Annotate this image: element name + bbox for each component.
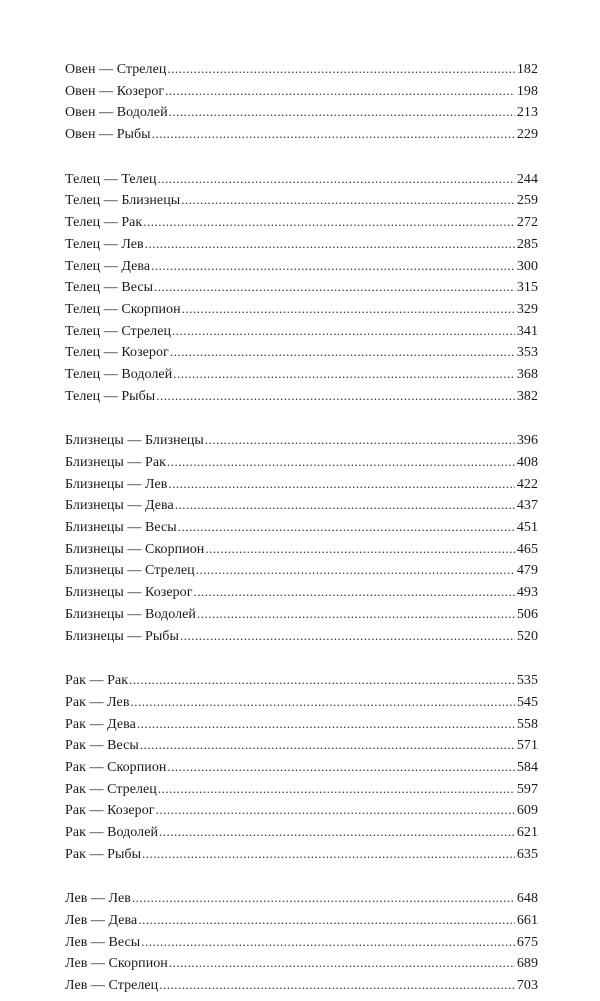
toc-group [65,429,538,646]
dot-leader [175,494,515,516]
dot-leader [132,887,515,909]
toc-entry-title: Близнецы — Козерог [65,585,193,601]
toc-entry-title: Телец — Стрелец [65,323,172,339]
toc-page-number: 635 [516,846,538,862]
toc-page-number: 675 [516,934,538,950]
toc-group [65,669,538,864]
toc-entry[interactable] [65,255,538,277]
dot-leader [173,363,515,385]
toc-entry-title: Рак — Весы [65,738,139,754]
toc-page-number: 609 [516,803,538,819]
toc-page-number: 244 [516,171,538,187]
toc-entry-title: Рак — Водолей [65,825,159,840]
toc-page-number: 545 [516,694,538,710]
toc-page-number: 422 [516,476,538,492]
toc-page-number: 198 [516,83,538,99]
toc-page-number: 300 [516,258,538,274]
toc-entry[interactable] [65,363,538,385]
dot-leader [143,211,515,233]
toc-group [65,168,538,407]
toc-entry-title: Рак — Стрелец [65,781,157,797]
toc-page-number: 520 [516,628,538,644]
toc-page-number: 229 [516,127,538,143]
toc-page-number: 571 [516,738,538,754]
toc-entry[interactable] [65,233,538,255]
toc-page-number: 272 [516,215,538,231]
toc-page-number: 689 [516,956,538,972]
toc-page-number: 315 [516,280,538,296]
toc-entry-title: Телец — Телец [65,171,157,187]
dot-leader [154,276,515,298]
toc-entry-title: Лев — Скорпион [65,956,168,972]
toc-page-number: 259 [516,193,538,209]
dot-leader [159,821,515,843]
dot-leader [158,168,515,190]
toc-entry-title: Рак — Скорпион [65,759,167,775]
dot-leader [194,581,515,603]
toc-group [65,887,538,995]
dot-leader [156,385,515,407]
toc-entry[interactable] [65,778,538,800]
toc-page-number: 182 [516,62,538,77]
toc-entry-title: Рак — Рак [65,673,129,689]
toc-entry[interactable] [65,494,538,516]
toc-entry-title: Телец — Рак [65,215,143,231]
toc-entry-title: Овен — Стрелец [65,62,167,77]
toc-entry-title: Телец — Весы [65,280,154,296]
toc-entry[interactable] [65,821,538,843]
toc-entry-title: Телец — Лев [65,236,144,252]
toc-entry[interactable] [65,734,538,756]
toc-entry-title: Телец — Рыбы [65,388,156,404]
dot-leader [151,255,515,277]
dot-leader [141,931,515,953]
toc-page-number: 493 [516,585,538,601]
toc-entry-title: Телец — Козерог [65,345,169,361]
toc-page-number: 621 [516,825,538,840]
dot-leader [181,189,515,211]
toc-page-number: 437 [516,498,538,514]
toc-page-number: 648 [516,891,538,907]
toc-entry-title: Телец — Дева [65,258,151,274]
toc-entry[interactable] [65,168,538,190]
toc-entry[interactable] [65,756,538,778]
toc-entry-title: Рак — Лев [65,694,130,710]
toc-entry-title: Рак — Козерог [65,803,155,819]
toc-entry[interactable] [65,713,538,735]
dot-leader [205,538,515,560]
dot-leader [180,625,515,647]
toc-entry-title: Близнецы — Рыбы [65,628,179,644]
dot-leader [197,603,515,625]
toc-entry-title: Телец — Близнецы [65,193,181,209]
toc-entry[interactable] [65,58,538,80]
toc-entry[interactable] [65,101,538,123]
toc-entry-title: Близнецы — Водолей [65,606,196,622]
toc-entry[interactable] [65,123,538,145]
toc-entry-title: Овен — Рыбы [65,127,151,143]
toc-entry[interactable] [65,909,538,931]
toc-entry[interactable] [65,538,538,560]
dot-leader [138,909,515,931]
dot-leader [129,669,515,691]
toc-entry-title: Близнецы — Дева [65,498,174,514]
toc-entry-title: Лев — Стрелец [65,978,159,994]
toc-entry-title: Телец — Водолей [65,366,173,382]
dot-leader [178,516,515,538]
toc-entry[interactable] [65,189,538,211]
toc-page-number: 408 [516,455,538,470]
toc-entry-title: Близнецы — Весы [65,520,177,536]
toc-entry[interactable] [65,843,538,865]
toc-entry[interactable] [65,581,538,603]
toc-entry[interactable] [65,931,538,953]
toc-entry[interactable] [65,603,538,625]
toc-entry[interactable] [65,298,538,320]
toc-page-number: 382 [516,388,538,404]
toc-entry[interactable] [65,799,538,821]
toc-entry-title: Лев — Лев [65,891,131,907]
toc-page-number: 558 [516,716,538,732]
dot-leader [168,473,514,495]
dot-leader [167,756,514,778]
toc-page-number: 661 [516,913,538,929]
toc-page-number: 479 [516,563,538,579]
toc-entry-title: Телец — Скорпион [65,301,181,317]
toc-entry-title: Близнецы — Лев [65,476,168,492]
dot-leader [130,691,514,713]
toc-page-number: 213 [516,105,538,121]
toc-entry-title: Близнецы — Скорпион [65,541,205,557]
toc-entry[interactable] [65,516,538,538]
toc-entry[interactable] [65,691,538,713]
dot-leader [196,559,515,581]
toc-entry[interactable] [65,473,538,495]
toc-entry[interactable] [65,669,538,691]
toc-entry[interactable] [65,625,538,647]
toc-page-number: 285 [516,236,538,252]
dot-leader [156,799,515,821]
toc-page-number: 329 [516,301,538,317]
dot-leader [205,429,515,451]
dot-leader [140,734,515,756]
toc-group [65,58,538,145]
dot-leader [170,341,515,363]
toc-entry[interactable] [65,341,538,363]
toc-page-number: 584 [516,759,538,775]
table-of-contents [65,58,538,996]
toc-entry-title: Рак — Дева [65,716,136,732]
toc-page-number: 396 [516,433,538,449]
dot-leader [137,713,515,735]
dot-leader [152,123,515,145]
toc-entry[interactable] [65,429,538,451]
dot-leader [165,80,515,102]
dot-leader [182,298,515,320]
toc-groups [65,58,538,996]
toc-page-number: 368 [516,366,538,382]
dot-leader [145,233,515,255]
toc-entry-title: Овен — Козерог [65,83,165,99]
toc-page-number: 597 [516,781,538,797]
toc-entry[interactable] [65,80,538,102]
dot-leader [142,843,515,865]
toc-entry-title: Близнецы — Близнецы [65,433,204,449]
toc-page-number: 535 [516,673,538,689]
toc-entry[interactable] [65,320,538,342]
toc-entry-title: Овен — Водолей [65,105,168,121]
toc-page-number: 451 [516,520,538,536]
toc-entry-title: Близнецы — Рак [65,455,166,470]
toc-entry[interactable] [65,974,538,996]
dot-leader [169,101,515,123]
toc-page-number: 465 [516,541,538,557]
dot-leader [167,58,514,80]
toc-entry-title: Лев — Дева [65,913,138,929]
dot-leader [172,320,515,342]
dot-leader [158,778,515,800]
toc-entry[interactable] [65,887,538,909]
toc-entry[interactable] [65,276,538,298]
toc-page-number: 506 [516,606,538,622]
dot-leader [169,952,515,974]
toc-entry-title: Лев — Весы [65,934,141,950]
dot-leader [167,451,515,473]
toc-entry[interactable] [65,211,538,233]
toc-page-number: 353 [516,345,538,361]
toc-entry-title: Рак — Рыбы [65,846,142,862]
toc-page-number: 703 [516,978,538,994]
dot-leader [159,974,515,996]
toc-entry-title: Близнецы — Стрелец [65,563,195,579]
toc-entry[interactable] [65,385,538,407]
toc-page-number: 341 [516,323,538,339]
toc-entry[interactable] [65,952,538,974]
toc-entry[interactable] [65,451,538,473]
toc-entry[interactable] [65,559,538,581]
